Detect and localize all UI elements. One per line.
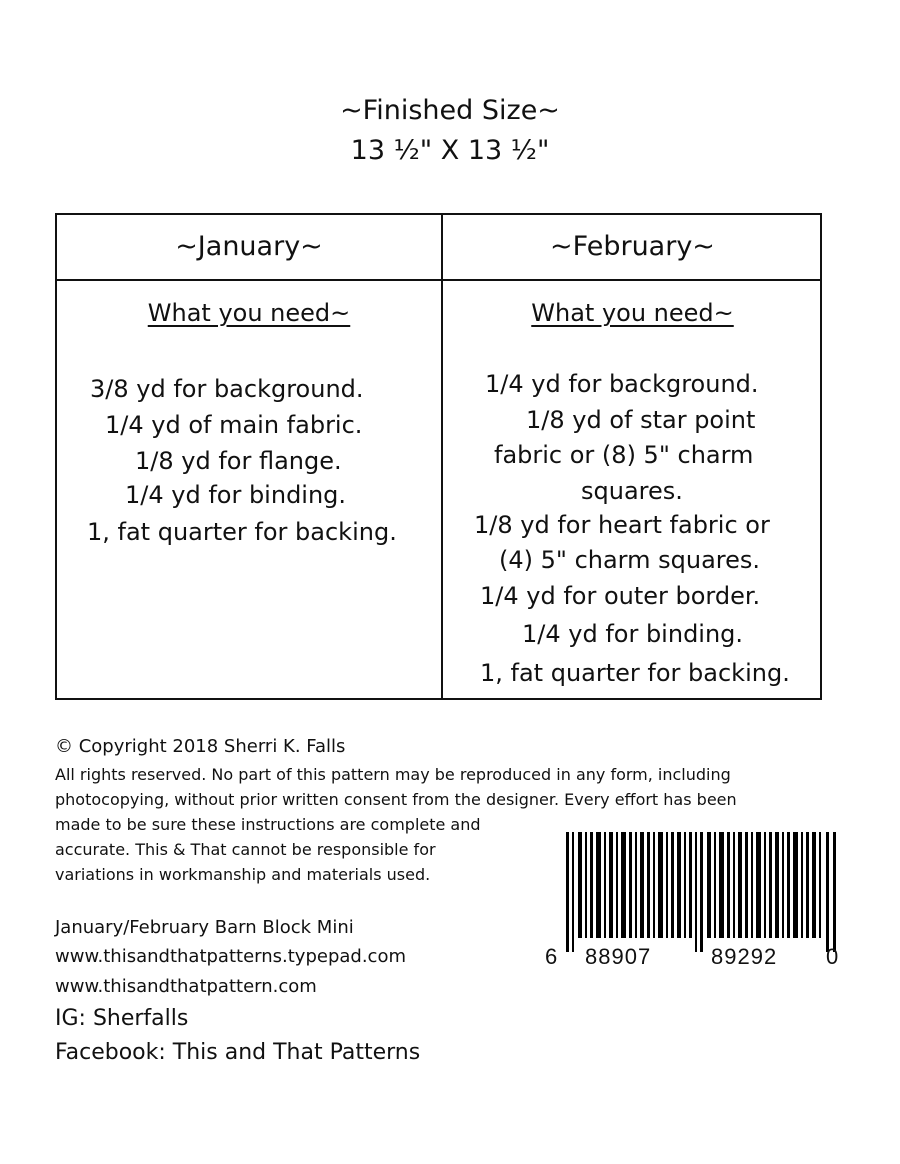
column-divider	[441, 215, 443, 698]
barcode-digit-group: 88907	[585, 944, 652, 969]
barcode-bar	[596, 832, 601, 938]
barcode-bar	[756, 832, 761, 938]
barcode-bar	[629, 832, 632, 938]
instagram-handle: IG: Sherfalls	[55, 1006, 189, 1031]
january-item: 1/4 yd of main fabric.	[105, 411, 363, 439]
barcode-bar	[826, 832, 829, 952]
barcode-bar	[671, 832, 674, 938]
barcode-bar	[793, 832, 798, 938]
barcode-bar	[775, 832, 779, 938]
barcode-bar	[714, 832, 716, 938]
barcode-bar	[695, 832, 697, 952]
barcode-bar	[719, 832, 724, 938]
barcode-bar	[689, 832, 692, 938]
january-item: 1, fat quarter for backing.	[87, 518, 397, 546]
february-item: 1/4 yd for binding.	[522, 620, 744, 648]
barcode-bar	[801, 832, 803, 938]
barcode-bar	[572, 832, 574, 952]
february-item: 1/8 yd for heart fabric or	[474, 511, 770, 539]
february-item: (4) 5" charm squares.	[499, 546, 761, 574]
rights-text-line: accurate. This & That cannot be responsible for	[55, 840, 436, 859]
barcode-bar	[647, 832, 650, 938]
header-divider	[57, 279, 820, 281]
barcode-bar	[700, 832, 703, 952]
february-item: 1/4 yd for background.	[485, 370, 759, 398]
barcode-bar	[590, 832, 593, 938]
february-subheading: What you need~	[531, 299, 734, 327]
barcode-digit: 6	[545, 944, 558, 969]
barcode-bar	[585, 832, 587, 938]
january-item: 1/8 yd for flange.	[135, 447, 342, 475]
barcode-bar	[609, 832, 613, 938]
january-item: 3/8 yd for background.	[90, 375, 364, 403]
barcode-bar	[738, 832, 742, 938]
rights-text-line: All rights reserved. No part of this pattern may be reproduced in any form, including	[55, 765, 731, 784]
february-item: squares.	[581, 477, 683, 505]
product-name: January/February Barn Block Mini	[55, 917, 354, 938]
february-item: 1, fat quarter for backing.	[480, 659, 790, 687]
february-item: fabric or (8) 5" charm	[494, 441, 754, 469]
february-item: 1/8 yd of star point	[526, 406, 756, 434]
barcode-bar	[745, 832, 748, 938]
barcode-bar	[621, 832, 626, 938]
barcode-bar	[819, 832, 821, 938]
barcode-bar	[616, 832, 618, 938]
finished-size-value: 13 ½" X 13 ½"	[350, 135, 550, 166]
barcode-bar	[604, 832, 606, 938]
barcode-bar	[782, 832, 784, 938]
barcode-digit-group: 89292	[711, 944, 778, 969]
website-link[interactable]: www.thisandthatpattern.com	[55, 976, 317, 997]
barcode-bar	[764, 832, 766, 938]
barcode-bar	[707, 832, 711, 938]
barcode-image	[566, 832, 840, 938]
barcode-bar	[787, 832, 790, 938]
website-link[interactable]: www.thisandthatpatterns.typepad.com	[55, 946, 406, 967]
january-subheading: What you need~	[147, 299, 351, 327]
barcode-bar	[578, 832, 582, 938]
rights-text-line: made to be sure these instructions are complete and	[55, 815, 481, 834]
barcode-bar	[653, 832, 655, 938]
barcode-bar	[566, 832, 569, 952]
copyright-notice: © Copyright 2018 Sherri K. Falls	[55, 736, 346, 757]
rights-text-line: variations in workmanship and materials used.	[55, 865, 431, 884]
barcode-bar	[806, 832, 809, 938]
barcode-bar	[666, 832, 668, 938]
barcode-bar	[833, 832, 836, 952]
barcode-bar	[727, 832, 730, 938]
barcode-bar	[640, 832, 644, 938]
barcode-bar	[812, 832, 816, 938]
barcode-bar	[733, 832, 735, 938]
finished-size-heading: ~Finished Size~	[340, 95, 560, 126]
january-heading: ~January~	[175, 231, 323, 262]
requirements-table	[55, 213, 822, 700]
february-heading: ~February~	[550, 231, 715, 262]
barcode-bar	[635, 832, 637, 938]
barcode-bar	[751, 832, 753, 938]
rights-text-line: photocopying, without prior written consent from the designer. Every effort has been	[55, 790, 737, 809]
february-item: 1/4 yd for outer border.	[480, 582, 761, 610]
barcode-digit: 0	[826, 944, 839, 969]
barcode-bar	[684, 832, 686, 938]
january-item: 1/4 yd for binding.	[125, 481, 347, 509]
barcode-bar	[658, 832, 663, 938]
facebook-page: Facebook: This and That Patterns	[55, 1040, 421, 1065]
barcode-bar	[769, 832, 772, 938]
barcode-bar	[677, 832, 681, 938]
